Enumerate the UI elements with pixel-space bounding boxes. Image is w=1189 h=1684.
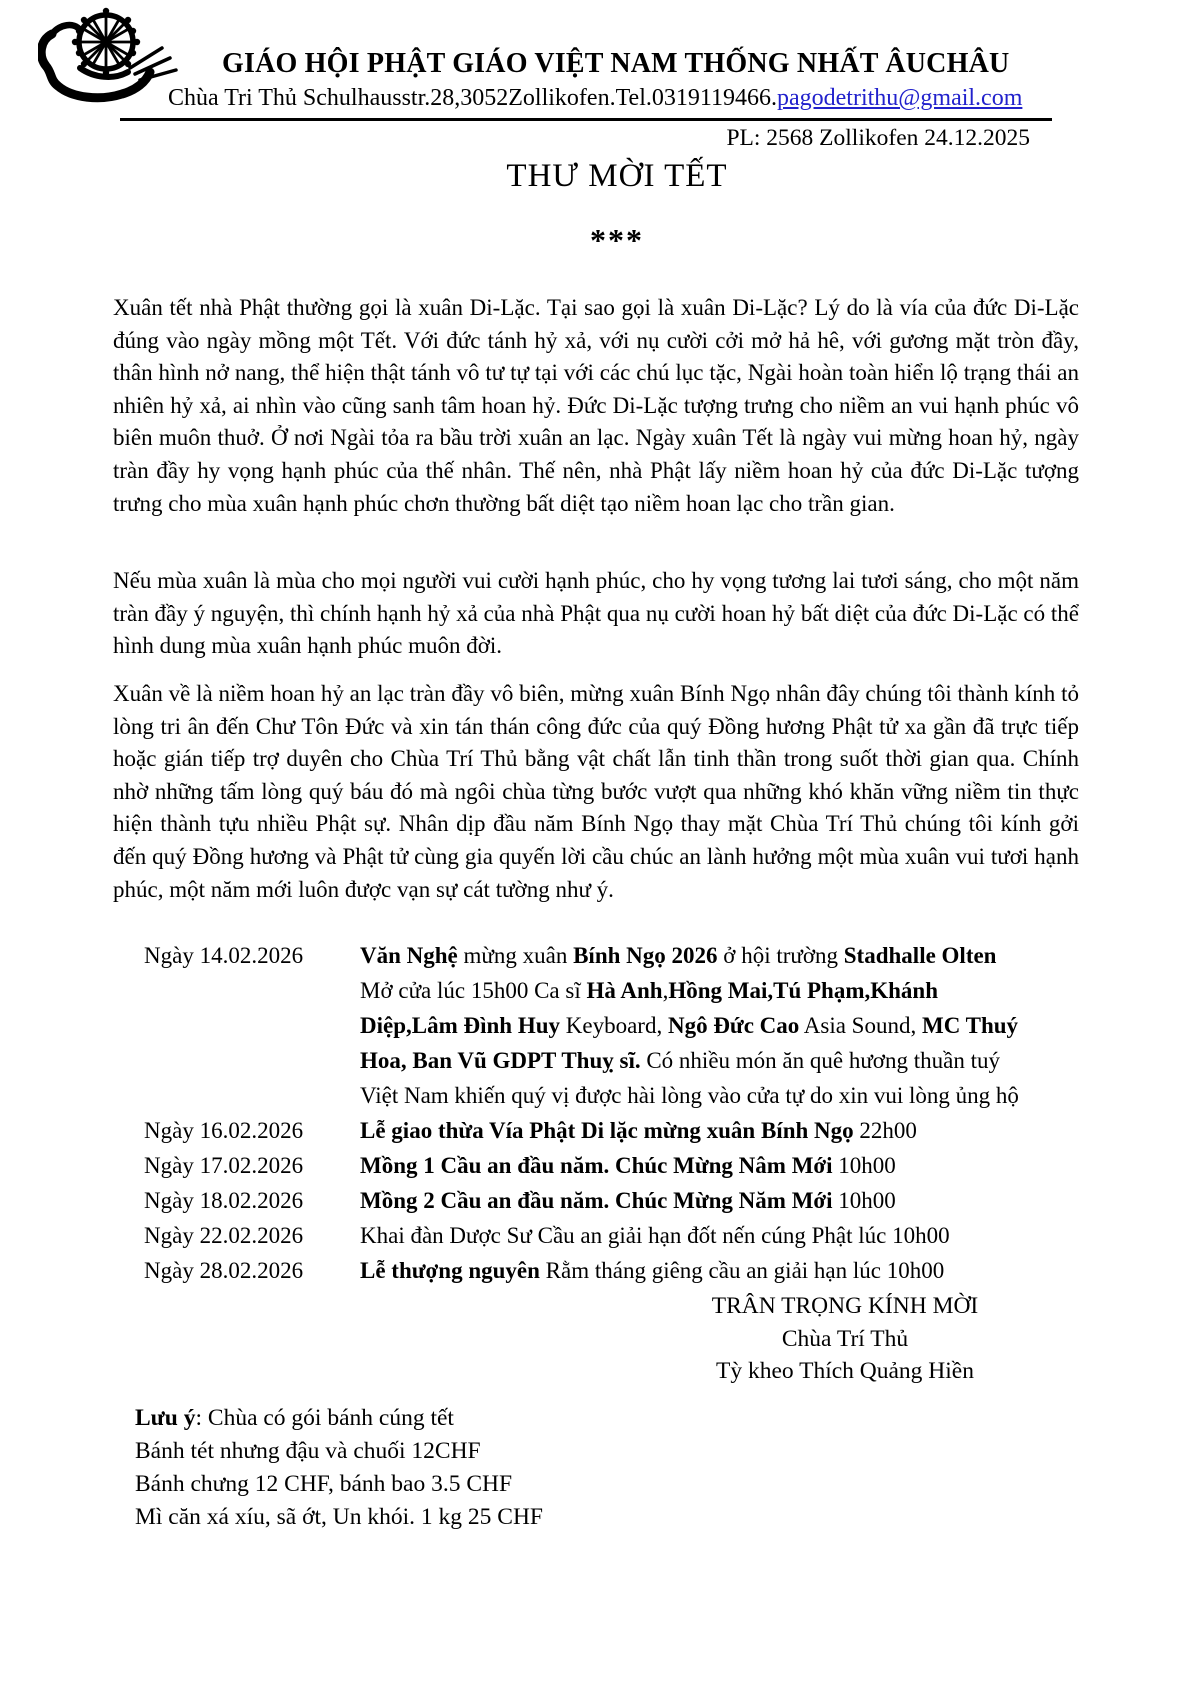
schedule-row [144,1183,1066,1218]
schedule-row [144,1218,1066,1253]
schedule-line: Mở cửa lúc 15h00 Ca sĩ Hà Anh,Hồng Mai,Tú Phạm,Khánh [360,978,939,1003]
divider-stars: *** [590,222,644,258]
schedule-line: Lễ giao thừa Vía Phật Di lặc mừng xuân Bính Ngọ 22h00 [360,1118,917,1143]
schedule-line: Mồng 2 Cầu an đầu năm. Chúc Mừng Năm Mới 10h00 [360,1188,896,1213]
schedule-description [360,938,1066,1113]
schedule-date: Ngày 18.02.2026 [144,1188,304,1213]
note-line: Mì căn xá xíu, sã ớt, Un khói. 1 kg 25 CHF [135,1504,543,1530]
header-divider-rule [120,118,1052,121]
schedule-line: Việt Nam khiến quý vị được hài lòng vào cửa tự do xin vui lòng ủng hộ [360,1083,1019,1108]
email-link[interactable]: pagodetrithu@gmail.com [777,85,1023,111]
schedule-row [144,1253,1066,1288]
notes-block [135,1402,543,1534]
closing-block [560,1290,1130,1388]
schedule-line: Mồng 1 Cầu an đầu năm. Chúc Mừng Nâm Mới 10h00 [360,1153,896,1178]
closing-signatory: Tỳ kheo Thích Quảng Hiền [715,1358,974,1384]
schedule-line: Diệp,Lâm Đình Huy Keyboard, Ngô Đức Cao Asia Sound, MC Thuý [360,1013,1019,1038]
closing-salutation: TRÂN TRỌNG KÍNH MỜI [711,1293,979,1319]
letter-title: THƯ MỜI TẾT [506,158,728,194]
schedule-description [360,1113,1066,1148]
schedule-description [360,1253,1066,1288]
schedule-date: Ngày 17.02.2026 [144,1153,304,1178]
schedule-description [360,1148,1066,1183]
schedule-date: Ngày 22.02.2026 [144,1223,304,1248]
schedule-row [144,1148,1066,1183]
schedule-row [144,1113,1066,1148]
schedule-line: Hoa, Ban Vũ GDPT Thuỵ sĩ. Có nhiều món ăn quê hương thuần tuý [360,1048,1000,1073]
schedule-line: Khai đàn Dược Sư Cầu an giải hạn đốt nến cúng Phật lúc 10h00 [360,1223,950,1248]
organization-name: GIÁO HỘI PHẬT GIÁO VIỆT NAM THỐNG NHẤT ÂUCHÂU [222,48,1010,79]
temple-address-line [168,85,1022,112]
closing-organization: Chùa Trí Thủ [781,1325,909,1352]
schedule-line: Văn Nghệ mừng xuân Bính Ngọ 2026 ở hội trường Stadhalle Olten [360,943,997,968]
reference-line: PL: 2568 Zollikofen 24.12.2025 [726,125,1030,151]
address-text: Chùa Tri Thủ Schulhausstr.28,3052Zollikofen.Tel.0319119466. [168,85,777,111]
schedule-line: Lễ thượng nguyên Rằm tháng giêng cầu an giải hạn lúc 10h00 [360,1258,945,1283]
note-line: Bánh chưng 12 CHF, bánh bao 3.5 CHF [135,1471,513,1497]
paragraph-3: Xuân về là niềm hoan hỷ an lạc tràn đầy vô biên, mừng xuân Bính Ngọ nhân đây chúng tôi thành kính tỏ lòng tri ân đến Chư Tôn Đức và xin tán thán công đức của quý Đồng hương Phật tử xa gần đã trực tiếp hoặc gián tiếp trợ duyên cho Chùa Trí Thủ bằng vật chất lẫn tinh thần trong suốt thời gian qua. Chính nhờ những tấm lòng quý báu đó mà ngôi chùa từng bước vượt qua những khó khăn vững niềm tin thực hiện thành tựu nhiều Phật sự. Nhân dịp đầu năm Bính Ngọ thay mặt Chùa Trí Thủ chúng tôi kính gởi đến quý Đồng hương và Phật tử cùng gia quyến lời cầu chúc an lành hưởng một mùa xuân vui tươi hạnh phúc, một năm mới luôn được vạn sự cát tường như ý. [113,681,1079,902]
note-line: Bánh tét nhưng đậu và chuối 12CHF [135,1438,481,1464]
schedule-row [144,938,1066,1113]
schedule-date: Ngày 16.02.2026 [144,1118,304,1143]
schedule-description [360,1218,1066,1253]
schedule-description [360,1183,1066,1218]
schedule-date: Ngày 28.02.2026 [144,1258,304,1283]
paragraph-2: Nếu mùa xuân là mùa cho mọi người vui cười hạnh phúc, cho hy vọng tương lai tươi sáng, cho một năm tràn đầy ý nguyện, thì chính hạnh hỷ xả của nhà Phật qua nụ cười hoan hỷ bất diệt của đức Di-Lặc có thể hình dung mùa xuân hạnh phúc muôn đời. [113,568,1079,659]
paragraph-1: Xuân tết nhà Phật thường gọi là xuân Di-Lặc. Tại sao gọi là xuân Di-Lặc? Lý do là vía của đức Di-Lặc đúng vào ngày mồng một Tết. Với đức tánh hỷ xả, với nụ cười cởi mở hả hê, với gương mặt tròn đầy, thân hình nở nang, thể hiện thật tánh vô tư tự tại với các chú lục tặc, Ngài hoàn toàn hiển lộ trạng thái an nhiên hỷ xả, ai nhìn vào cũng sanh tâm hoan hỷ. Đức Di-Lặc tượng trưng cho niềm an vui hạnh phúc vô biên muôn thuở. Ở nơi Ngài tỏa ra bầu trời xuân an lạc. Ngày xuân Tết là ngày vui mừng hoan hỷ, ngày tràn đầy hy vọng hạnh phúc của thế nhân. Thế nên, nhà Phật lấy niềm hoan hỷ của đức Di-Lặc tượng trưng cho mùa xuân hạnh phúc chơn thường bất diệt tạo niềm hoan lạc cho trần gian. [113,295,1079,516]
event-schedule [144,938,1066,1288]
note-line: Lưu ý: Chùa có gói bánh cúng tết [135,1405,454,1431]
schedule-date: Ngày 14.02.2026 [144,943,304,968]
